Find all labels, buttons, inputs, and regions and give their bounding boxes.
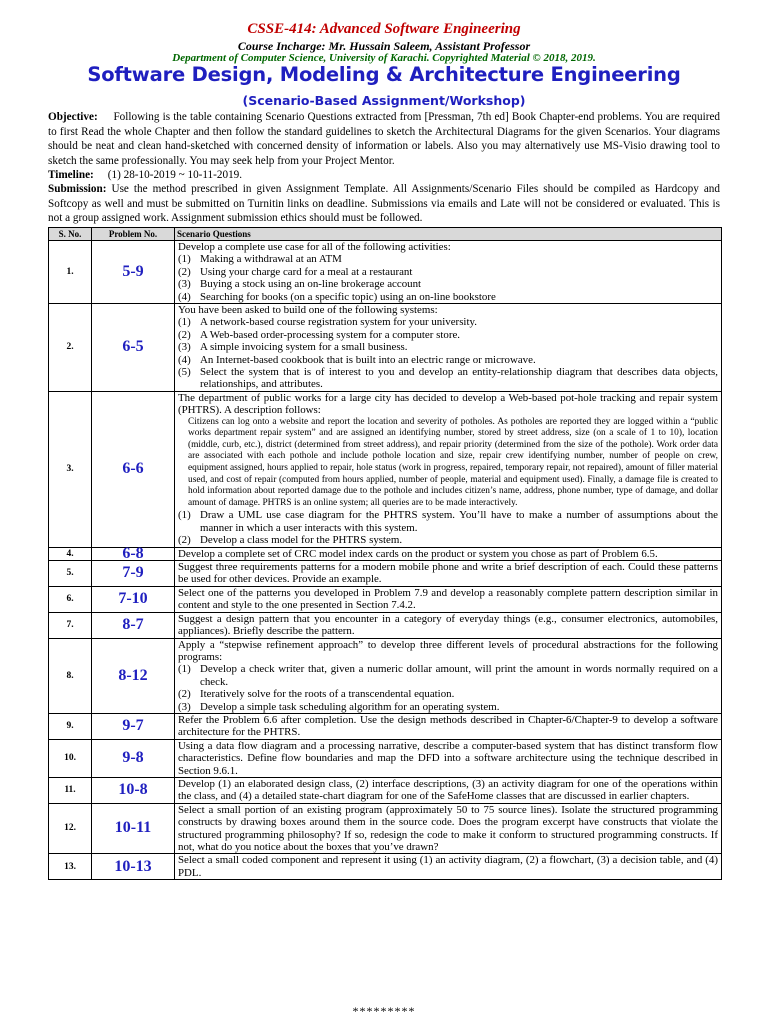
item-text: A Web-based order-processing system for a computer store. <box>200 328 461 341</box>
item-number: (1) <box>178 663 191 676</box>
objective-label: Objective: <box>48 111 98 123</box>
submission-text: Use the method prescribed in given Assignment Template. All Assignments/Scenario Files should be compiled as Hardcopy and Softcopy as well and must be submitted on Turnitin links on deadline. Submissions via emails and Late will not be considered or evaluated. This is not a group assigned work. Assignment submission ethics should must be followed. <box>48 183 720 225</box>
question-description: Citizens can log onto a website and report the location and severity of potholes. As potholes are reported they are logged within a “public works department repair system” and are assigned an identifying number, stored by street address, size (on a scale of 1 to 10), location (middle, curb, etc.), district (determined from street address), and repair priority (determined from the size of the pothole). Work order data are associated with each pothole and include pothole location and size, repair crew identifying number, number of people on crew, equipment assigned, hours applied to repair, hole status (work in progress, repaired, temporary repair, not repaired), amount of filler material used, and cost of repair (computed from hours applied, number of people, material and equipment used). Finally, a damage file is created to hold information about reported damage due to the pothole and includes citizen’s name, address, phone number, type of damage, and dollar amount of damage. PHTRS is an online system; all queries are to be made interactively. <box>188 416 718 508</box>
row-question <box>175 713 722 739</box>
question-item <box>178 266 718 278</box>
item-text: An Internet-based cookbook that is built into an electric range or microwave. <box>200 353 536 366</box>
item-number: (3) <box>178 700 191 713</box>
row-sno: 9. <box>49 713 92 739</box>
question-lead: Select a small coded component and represent it using (1) an activity diagram, (2) a flowchart, (3) a decision table, and (4) PDL. <box>178 854 718 879</box>
row-problem-no: 6-6 <box>92 391 175 547</box>
item-number: (2) <box>178 688 191 701</box>
course-incharge: Course Incharge: Mr. Hussain Saleem, Assistant Professor <box>237 39 531 53</box>
item-number: (1) <box>178 509 191 522</box>
row-sno: 4. <box>49 547 92 560</box>
item-text: Making a withdrawal at an ATM <box>200 253 342 266</box>
item-text: Using your charge card for a meal at a restaurant <box>200 265 413 278</box>
item-text: Draw a UML use case diagram for the PHTRS system. You’ll have to make a number of assumptions about the manner in which a user interacts with this system. <box>200 509 718 534</box>
row-question <box>175 612 722 638</box>
question-item <box>178 354 718 366</box>
objective-paragraph <box>48 110 720 168</box>
department-line: Department of Computer Science, University of Karachi. Copyrighted Material © 2018, 2019. <box>172 52 596 64</box>
item-number: (3) <box>178 278 191 291</box>
row-problem-no: 8-7 <box>92 612 175 638</box>
submission-paragraph <box>48 182 720 226</box>
row-problem-no: 8-12 <box>92 638 175 713</box>
table-row <box>49 638 722 713</box>
item-text: Buying a stock using an on-line brokerage account <box>200 278 422 291</box>
row-question <box>175 777 722 803</box>
row-sno: 8. <box>49 638 92 713</box>
course-title: CSSE-414: Advanced Software Engineering <box>247 21 521 37</box>
table-row <box>49 854 722 880</box>
question-item <box>178 366 718 391</box>
question-lead: Suggest three requirements patterns for a modern mobile phone and write a brief description of each. Could these patterns be used for other devices. Provide an example. <box>178 561 718 586</box>
page-title: Software Design, Modeling & Architecture Engineering <box>87 63 681 86</box>
table-row <box>49 586 722 612</box>
row-question <box>175 391 722 547</box>
item-number: (1) <box>178 316 191 329</box>
row-problem-no: 10-8 <box>92 777 175 803</box>
header-scenario-questions: Scenario Questions <box>175 228 722 241</box>
row-sno: 2. <box>49 304 92 392</box>
item-number: (2) <box>178 265 191 278</box>
question-item <box>178 688 718 700</box>
row-question <box>175 586 722 612</box>
timeline-paragraph <box>48 168 720 183</box>
row-problem-no: 7-9 <box>92 561 175 587</box>
row-problem-no: 5-9 <box>92 241 175 304</box>
item-text: Searching for books (on a specific topic) using an on-line bookstore <box>200 290 496 303</box>
item-number: (4) <box>178 290 191 303</box>
question-item <box>178 316 718 328</box>
header-sno: S. No. <box>49 228 92 241</box>
row-sno: 7. <box>49 612 92 638</box>
question-lead: Select one of the patterns you developed in Problem 7.9 and develop a reasonably complete pattern description similar in content and style to the one presented in Section 7.4.2. <box>178 586 718 612</box>
row-sno: 6. <box>49 586 92 612</box>
row-question <box>175 739 722 777</box>
question-lead: Develop (1) an elaborated design class, (2) interface descriptions, (3) an activity diagram for one of the operations within the class, and (4) a detailed state-chart diagram for one of the SafeHome classes that are discussed in earlier chapters. <box>178 777 718 803</box>
item-number: (2) <box>178 328 191 341</box>
row-question <box>175 547 722 560</box>
timeline-label: Timeline: <box>48 169 94 181</box>
question-lead: The department of public works for a large city has decided to develop a Web-based pot-hole tracking and repair system (PHTRS). A description follows: <box>178 391 718 417</box>
item-text: Select the system that is of interest to you and develop an entity-relationship diagram that describes data objects, relationships, and attributes. <box>200 366 718 391</box>
question-item <box>178 701 718 713</box>
scenario-table <box>48 227 722 880</box>
table-row <box>49 561 722 587</box>
question-lead: Develop a complete set of CRC model index cards on the product or system you chose as part of Problem 6.5. <box>178 547 658 560</box>
table-row <box>49 241 722 304</box>
row-question <box>175 638 722 713</box>
end-mark: ********* <box>352 1004 416 1018</box>
table-row <box>49 304 722 392</box>
question-lead: Apply a “stepwise refinement approach” to develop three different levels of procedural abstractions for the following programs: <box>178 638 718 663</box>
objective-text: Following is the table containing Scenario Questions extracted from [Pressman, 7th ed] Book Chapter-end problems. You are required to first Read the whole Chapter and then follow the standard guidelines to sketch the Architectural Diagrams for the given Scenarios. Your diagrams should be neat and clean hand-sketched with concerned density of information or labels. Also you may alternatively use MS-Visio drawing tool to sketch the same professionally. You may seek help from your Project Mentor. <box>48 111 721 167</box>
question-item <box>178 253 718 265</box>
page-subtitle: (Scenario-Based Assignment/Workshop) <box>242 93 526 108</box>
item-number: (5) <box>178 366 191 379</box>
row-sno: 13. <box>49 854 92 880</box>
item-text: Develop a simple task scheduling algorithm for an operating system. <box>200 700 500 713</box>
item-number: (4) <box>178 353 191 366</box>
question-lead: Suggest a design pattern that you encounter in a category of everyday things (e.g., consumer electronics, automobiles, appliances). Briefly describe the pattern. <box>178 612 718 638</box>
table-header-row <box>49 228 722 241</box>
row-problem-no: 7-10 <box>92 586 175 612</box>
question-item <box>178 663 718 688</box>
item-number: (1) <box>178 253 191 266</box>
question-item <box>178 534 718 546</box>
row-sno: 12. <box>49 803 92 854</box>
table-row <box>49 391 722 547</box>
table-row <box>49 739 722 777</box>
question-item <box>178 329 718 341</box>
question-lead: Refer the Problem 6.6 after completion. Use the design methods described in Chapter-6/Chapter-9 to develop a software architecture for the PHTRS. <box>178 713 718 739</box>
row-question <box>175 561 722 587</box>
row-question <box>175 304 722 392</box>
submission-label: Submission: <box>48 183 107 195</box>
row-question <box>175 241 722 304</box>
timeline-text: (1) 28-10-2019 ~ 10-11-2019. <box>107 169 243 181</box>
row-problem-no: 9-7 <box>92 713 175 739</box>
table-row <box>49 713 722 739</box>
row-question <box>175 803 722 854</box>
table-row <box>49 547 722 560</box>
item-text: Iteratively solve for the roots of a transcendental equation. <box>200 688 455 701</box>
row-problem-no: 9-8 <box>92 739 175 777</box>
item-number: (2) <box>178 534 191 547</box>
row-sno: 11. <box>49 777 92 803</box>
question-lead: Using a data flow diagram and a processing narrative, describe a computer-based system that has distinct transform flow characteristics. Define flow boundaries and map the DFD into a software architecture using the technique described in Section 9.6.1. <box>178 739 718 777</box>
item-text: Develop a check writer that, given a numeric dollar amount, will print the amount in words normally required on a check. <box>200 663 718 688</box>
table-row <box>49 803 722 854</box>
table-row <box>49 612 722 638</box>
row-problem-no: 6-5 <box>92 304 175 392</box>
row-sno: 3. <box>49 391 92 547</box>
item-number: (3) <box>178 341 191 354</box>
question-item <box>178 278 718 290</box>
item-text: A network-based course registration system for your university. <box>200 316 477 329</box>
table-row <box>49 777 722 803</box>
item-text: Develop a class model for the PHTRS system. <box>200 534 403 547</box>
row-sno: 5. <box>49 561 92 587</box>
question-lead: You have been asked to build one of the following systems: <box>178 304 438 317</box>
header-problem-no: Problem No. <box>92 228 175 241</box>
question-lead: Develop a complete use case for all of the following activities: <box>178 241 451 253</box>
question-lead: Select a small portion of an existing program (approximately 50 to 75 source lines). Isolate the structured programming constructs by drawing boxes around them in the source code. Does the program excerpt have constructs that violate the structured programming philosophy? If so, redesign the code to make it conform to structured programming constructs. If not, what do you notice about the boxes that you’ve drawn? <box>178 803 718 853</box>
row-sno: 10. <box>49 739 92 777</box>
row-question <box>175 854 722 880</box>
row-problem-no: 10-11 <box>92 803 175 854</box>
row-problem-no: 10-13 <box>92 854 175 880</box>
row-problem-no: 6-8 <box>92 547 175 560</box>
question-item <box>178 341 718 353</box>
question-item <box>178 509 718 534</box>
item-text: A simple invoicing system for a small business. <box>200 341 408 354</box>
question-item <box>178 291 718 303</box>
row-sno: 1. <box>49 241 92 304</box>
